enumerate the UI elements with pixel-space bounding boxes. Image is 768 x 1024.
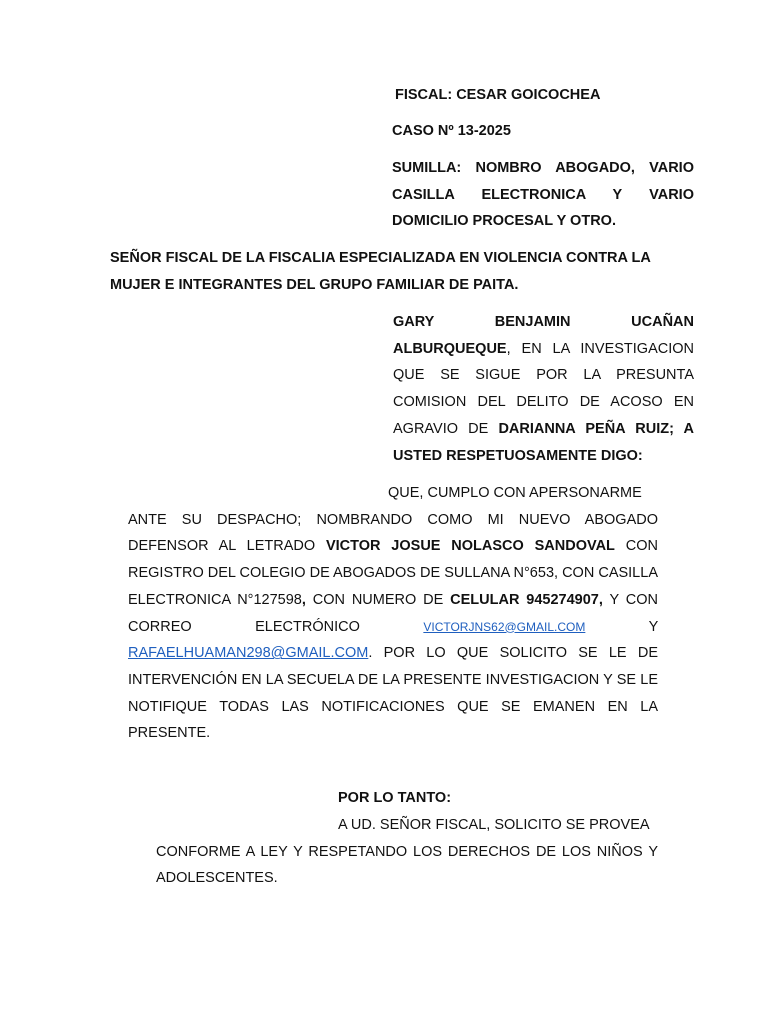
body-text-6: . POR LO QUE SOLICITO SE LE DE INTERVENCIÓN EN LA SECUELA DE LA PRESENTE INVESTIGACION Y SE LE NOTIFIQUE TODAS LAS NOTIFICACIONES QUE SE EMANEN EN LA PRESENTE. — [128, 645, 658, 742]
body-text-4: Y CON CORREO ELECTRÓNICO — [128, 591, 659, 635]
closing-paragraph — [156, 812, 658, 892]
lawyer-name: VICTOR JOSUE NOLASCO SANDOVAL — [325, 538, 615, 555]
case-number: CASO Nº 13-2025 — [392, 123, 511, 139]
body-text-5: Y — [585, 618, 658, 635]
phone-number: CELULAR 945274907, — [450, 591, 603, 608]
email-link-1[interactable]: VICTORJNS62@GMAIL.COM — [423, 619, 586, 634]
body-text-1: ANTE SU DESPACHO; NOMBRANDO COMO MI NUEVO ABOGADO DEFENSOR AL LETRADO — [128, 511, 658, 555]
addressee: SEÑOR FISCAL DE LA FISCALIA ESPECIALIZADA EN VIOLENCIA CONTRA LA MUJER E INTEGRANTES DEL GRUPO FAMILIAR DE PAITA. — [110, 250, 651, 293]
body-text-2: CON REGISTRO DEL COLEGIO DE ABOGADOS DE SULLANA N°653, CON CASILLA ELECTRONICA N°127598 — [128, 538, 658, 608]
intro-paragraph — [393, 309, 694, 469]
closing-first-line: A UD. SEÑOR FISCAL, SOLICITO SE PROVEA — [338, 817, 650, 833]
fiscal-line: FISCAL: CESAR GOICOCHEA — [395, 87, 601, 103]
intro-text: , EN LA INVESTIGACION QUE SE SIGUE POR LA PRESUNTA COMISION DEL DELITO DE ACOSO EN AGRAVIO DE — [393, 340, 694, 437]
body-first-line: QUE, CUMPLO CON APERSONARME — [388, 485, 642, 501]
body-text-3: CON NUMERO DE — [305, 591, 451, 608]
closing-rest: CONFORME A LEY Y RESPETANDO LOS DERECHOS DE LOS NIÑOS Y ADOLESCENTES. — [156, 843, 658, 887]
petitioner-name: GARY BENJAMIN UCAÑAN ALBURQUEQUE — [393, 314, 694, 357]
body-comma: , — [301, 591, 306, 608]
victim-name: DARIANNA PEÑA RUIZ; A USTED RESPETUOSAMENTE DIGO: — [393, 420, 694, 464]
body-text — [128, 507, 658, 747]
email-link-2[interactable]: RAFAELHUAMAN298@GMAIL.COM — [128, 645, 369, 662]
sumilla: SUMILLA: NOMBRO ABOGADO, VARIO CASILLA ELECTRONICA Y VARIO DOMICILIO PROCESAL Y OTRO. — [392, 160, 694, 230]
closing-heading: POR LO TANTO: — [338, 790, 452, 806]
body-paragraph — [128, 480, 658, 747]
